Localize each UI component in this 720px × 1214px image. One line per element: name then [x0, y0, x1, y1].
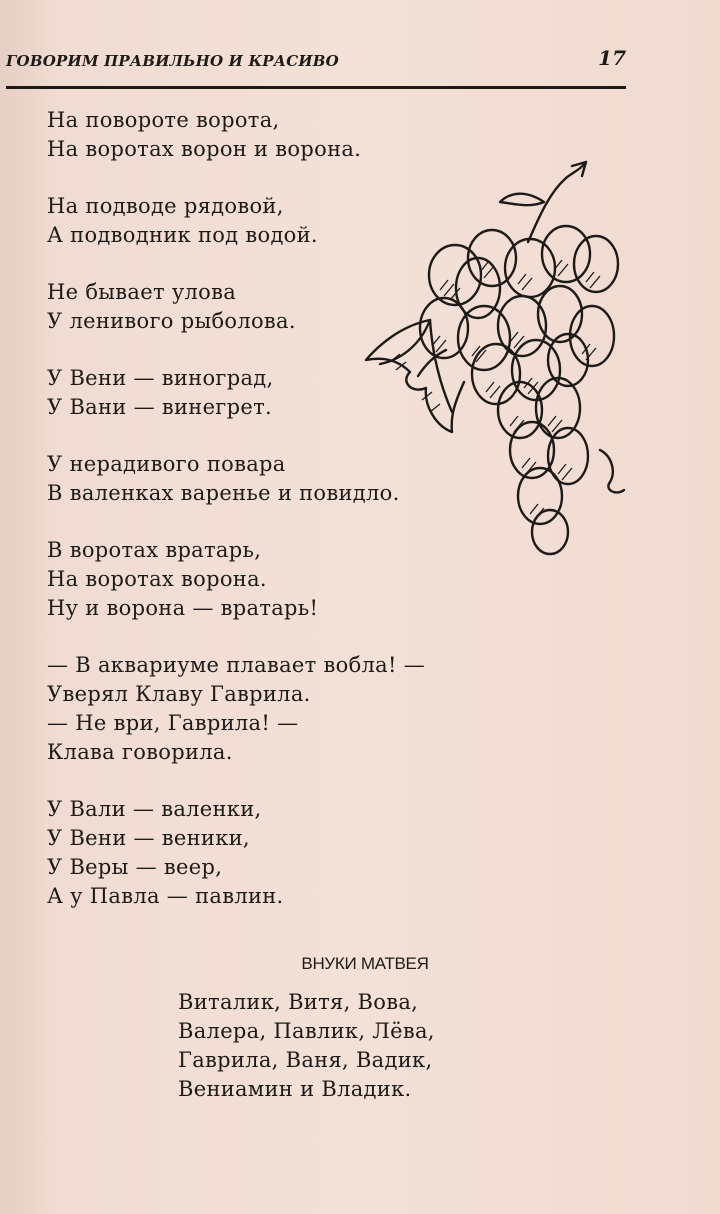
poem-line: У Веры — веер,: [47, 855, 223, 879]
poem-line: Ну и ворона — вратарь!: [47, 596, 319, 620]
poem-line: У Вали — валенки,: [47, 797, 262, 821]
poem-line: — Не ври, Гаврила! —: [47, 711, 299, 735]
grandsons-poem: [178, 988, 435, 1104]
grape-bunch-icon: [360, 150, 640, 560]
poem-line: В воротах вратарь,: [47, 538, 262, 562]
poem-line: У нерадивого повара: [47, 452, 286, 476]
running-title: ГОВОРИМ ПРАВИЛЬНО И КРАСИВО: [6, 52, 339, 70]
poem-line: Вениамин и Владик.: [178, 1077, 412, 1101]
section-title: ВНУКИ МАТВЕЯ: [301, 954, 429, 973]
poem-line: На воротах ворона.: [47, 567, 267, 591]
page-number: 17: [598, 46, 626, 70]
poem-line: А подводник под водой.: [47, 223, 318, 247]
header-rule: [6, 86, 626, 89]
page-header: [6, 46, 626, 86]
stanza: [47, 651, 527, 767]
poem-line: На воротах ворон и ворона.: [47, 137, 362, 161]
poem-line: Клава говорила.: [47, 740, 233, 764]
poem-line: У Вени — веники,: [47, 826, 250, 850]
poem-line: У Вени — виноград,: [47, 366, 274, 390]
poem-line: На подводе рядовой,: [47, 194, 284, 218]
poem-line: В валенках варенье и повидло.: [47, 481, 400, 505]
poem-line: На повороте ворота,: [47, 108, 280, 132]
poem-line: Уверял Клаву Гаврила.: [47, 682, 311, 706]
poem-line: Гаврила, Ваня, Вадик,: [178, 1048, 433, 1072]
poem-line: У ленивого рыболова.: [47, 309, 296, 333]
poem-line: Виталик, Витя, Вова,: [178, 990, 419, 1014]
poem-line: Валера, Павлик, Лёва,: [178, 1019, 435, 1043]
poem-line: У Вани — винегрет.: [47, 395, 272, 419]
poem-line: — В аквариуме плавает вобла! —: [47, 653, 426, 677]
poem-line: Не бывает улова: [47, 280, 237, 304]
stanza: [47, 795, 527, 911]
poem-line: А у Павла — павлин.: [47, 884, 284, 908]
